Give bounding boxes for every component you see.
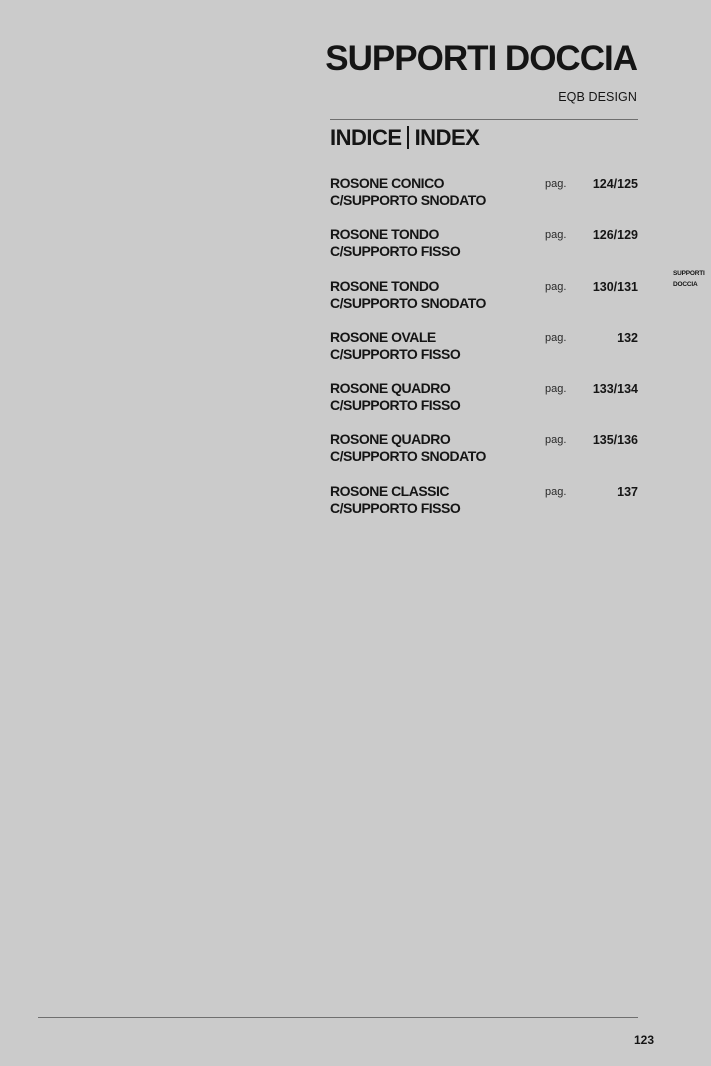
index-item[interactable] [330, 329, 638, 380]
item-page-ref: 126/129 [592, 228, 638, 243]
item-name [330, 483, 638, 517]
pag-label: pag. [545, 383, 567, 396]
item-page-ref: 132 [617, 330, 638, 345]
item-name [330, 329, 638, 363]
page-number: 123 [633, 1033, 654, 1047]
footer-divider [38, 1017, 638, 1018]
item-page-ref: 133/134 [592, 382, 638, 397]
item-name-line1: ROSONE CLASSIC [330, 482, 450, 499]
index-heading [330, 125, 479, 151]
item-name-line2: C/SUPPORTO FISSO [330, 345, 461, 362]
item-page-ref: 137 [617, 484, 638, 499]
pag-label: pag. [545, 434, 567, 447]
item-name-line1: ROSONE TONDO [330, 226, 439, 243]
index-list [330, 175, 638, 534]
index-item[interactable] [330, 278, 638, 329]
page-title: SUPPORTI DOCCIA [325, 39, 637, 78]
index-heading-en: INDEX [414, 125, 480, 150]
pag-label: pag. [545, 229, 567, 242]
header-divider [330, 119, 638, 120]
item-name-line2: C/SUPPORTO SNODATO [330, 294, 486, 311]
index-heading-it: INDICE [330, 125, 402, 150]
side-tab-line1: SUPPORTI [673, 270, 705, 277]
pag-label: pag. [545, 485, 567, 498]
index-item[interactable] [330, 431, 638, 482]
index-item[interactable] [330, 380, 638, 431]
item-name-line1: ROSONE QUADRO [330, 431, 451, 448]
item-name-line2: C/SUPPORTO FISSO [330, 499, 461, 516]
item-name-line2: C/SUPPORTO SNODATO [330, 192, 486, 208]
item-name [330, 380, 638, 414]
item-name [330, 278, 638, 312]
item-name [330, 226, 638, 260]
pag-label: pag. [545, 178, 567, 190]
section-side-tab [673, 268, 705, 290]
heading-separator [407, 126, 409, 149]
page-subtitle: EQB DESIGN [558, 90, 637, 104]
item-page-ref: 135/136 [592, 433, 638, 448]
item-name [330, 175, 638, 209]
item-name-line2: C/SUPPORTO FISSO [330, 243, 461, 260]
item-name-line1: ROSONE QUADRO [330, 380, 451, 397]
item-name-line1: ROSONE CONICO [330, 175, 445, 191]
item-name [330, 431, 638, 465]
item-name-line1: ROSONE OVALE [330, 328, 436, 345]
item-name-line2: C/SUPPORTO SNODATO [330, 448, 486, 465]
item-page-ref: 124/125 [592, 177, 638, 191]
item-name-line2: C/SUPPORTO FISSO [330, 397, 461, 414]
index-item[interactable] [330, 175, 638, 226]
pag-label: pag. [545, 280, 567, 293]
side-tab-line2: DOCCIA [673, 281, 698, 288]
item-page-ref: 130/131 [592, 279, 638, 294]
index-item[interactable] [330, 226, 638, 277]
item-name-line1: ROSONE TONDO [330, 277, 439, 294]
index-item[interactable] [330, 483, 638, 534]
pag-label: pag. [545, 331, 567, 344]
